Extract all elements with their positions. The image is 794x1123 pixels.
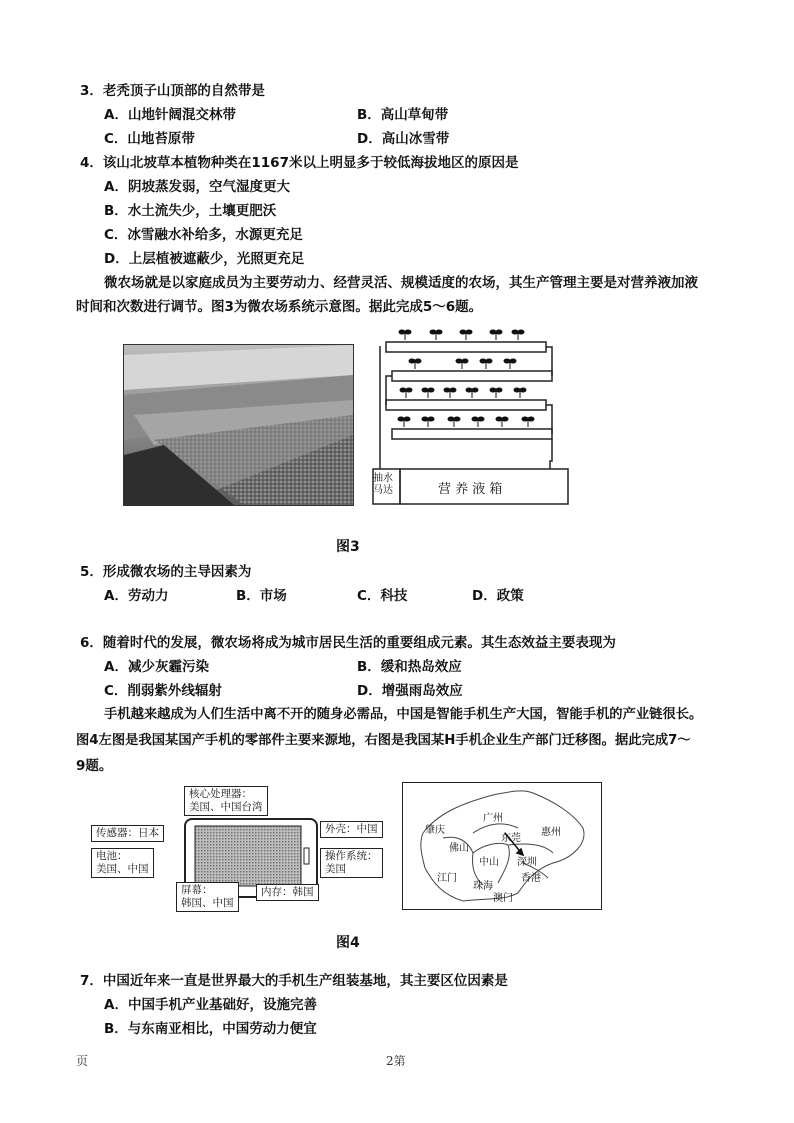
q5-option-c: C．科技 bbox=[357, 588, 408, 604]
map-label-zhongshan: 中山 bbox=[479, 857, 499, 868]
pump-label-line2: 马达 bbox=[373, 485, 393, 496]
intro1-line2: 时间和次数进行调节。图3为微农场系统示意图。据此完成5～6题。 bbox=[76, 299, 483, 315]
footer-left: 页 bbox=[76, 1054, 89, 1068]
micro-farm-photo bbox=[123, 344, 354, 506]
q6-option-c: C．削弱紫外线辐射 bbox=[104, 683, 222, 699]
q4-stem: 4．该山北坡草本植物种类在1167米以上明显多于较低海拔地区的原因是 bbox=[80, 155, 519, 171]
map-label-macau: 澳门 bbox=[493, 893, 513, 904]
map-label-jiangmen: 江门 bbox=[437, 873, 457, 884]
q3-stem: 3．老秃顶子山顶部的自然带是 bbox=[80, 83, 265, 99]
os-origin: 美国 bbox=[325, 863, 346, 875]
map-label-zhaoqing: 肇庆 bbox=[425, 825, 445, 836]
map-label-huizhou: 惠州 bbox=[541, 827, 561, 838]
micro-farm-system-diagram bbox=[370, 326, 570, 506]
figure-3-caption: 图3 bbox=[336, 539, 360, 555]
map-label-dongguan: 东莞 bbox=[501, 833, 521, 844]
os-source-box bbox=[320, 848, 383, 878]
shell-source-box: 外壳：中国 bbox=[320, 821, 383, 838]
nutrient-tank-label: 营 养 液 箱 bbox=[438, 482, 503, 497]
intro2-line2: 图4左图是我国某国产手机的零部件主要来源地，右图是我国某H手机企业生产部门迁移图。据此完成7～ bbox=[76, 733, 691, 748]
battery-origin: 美国、中国 bbox=[96, 863, 149, 875]
q3-option-c: C．山地苔原带 bbox=[104, 131, 195, 147]
q6-option-b: B．缓和热岛效应 bbox=[357, 659, 462, 675]
figure-4-caption: 图4 bbox=[336, 935, 360, 951]
battery-label: 电池： bbox=[96, 850, 128, 862]
map-label-hongkong: 香港 bbox=[521, 873, 541, 884]
q7-option-a: A．中国手机产业基础好，设施完善 bbox=[104, 997, 317, 1013]
sensor-source-box: 传感器：日本 bbox=[91, 825, 164, 842]
q4-option-c: C．冰雪融水补给多，水源更充足 bbox=[104, 227, 303, 243]
map-label-foshan: 佛山 bbox=[449, 843, 469, 854]
screen-origin: 韩国、中国 bbox=[181, 897, 234, 909]
q4-option-d: D．上层植被遮蔽少，光照更充足 bbox=[104, 251, 305, 267]
map-label-shenzhen: 深圳 bbox=[517, 857, 537, 868]
q5-option-d: D．政策 bbox=[472, 588, 524, 604]
q5-stem: 5．形成微农场的主导因素为 bbox=[80, 564, 252, 580]
pearl-river-delta-map bbox=[402, 782, 602, 910]
q3-option-a: A．山地针阔混交林带 bbox=[104, 107, 236, 123]
phone-components-diagram bbox=[88, 786, 398, 912]
screen-source-box bbox=[176, 882, 239, 912]
intro2-line1: 手机越来越成为人们生活中离不开的随身必需品，中国是智能手机生产大国，智能手机的产业链很长。 bbox=[104, 707, 703, 722]
intro1-line1: 微农场就是以家庭成员为主要劳动力、经营灵活、规模适度的农场，其生产管理主要是对营养液加液 bbox=[104, 275, 698, 291]
q7-option-b: B．与东南亚相比，中国劳动力便宜 bbox=[104, 1021, 317, 1037]
cpu-origin: 美国、中国台湾 bbox=[189, 801, 263, 813]
q4-option-a: A．阴坡蒸发弱，空气湿度更大 bbox=[104, 179, 290, 195]
map-label-guangzhou: 广州 bbox=[483, 813, 503, 824]
q6-stem: 6．随着时代的发展，微农场将成为城市居民生活的重要组成元素。其生态效益主要表现为 bbox=[80, 635, 616, 651]
map-label-zhuhai: 珠海 bbox=[473, 881, 493, 892]
q5-option-a: A．劳动力 bbox=[104, 588, 169, 604]
q3-option-d: D．高山冰雪带 bbox=[357, 131, 450, 147]
q6-option-d: D．增强雨岛效应 bbox=[357, 683, 463, 699]
intro2-line3: 9题。 bbox=[76, 758, 113, 774]
pump-label-line1: 抽水 bbox=[373, 473, 393, 484]
screen-label: 屏幕： bbox=[181, 884, 213, 896]
memory-source-box: 内存：韩国 bbox=[256, 884, 319, 901]
battery-source-box bbox=[91, 848, 154, 878]
q5-option-b: B．市场 bbox=[236, 588, 287, 604]
cpu-label: 核心处理器： bbox=[189, 788, 252, 800]
q7-stem: 7．中国近年来一直是世界最大的手机生产组装基地，其主要区位因素是 bbox=[80, 973, 508, 989]
page-number: 2第 bbox=[386, 1054, 406, 1068]
q4-option-b: B．水土流失少，土壤更肥沃 bbox=[104, 203, 277, 219]
os-label: 操作系统： bbox=[325, 850, 378, 862]
cpu-source-box bbox=[184, 786, 268, 816]
q3-option-b: B．高山草甸带 bbox=[357, 107, 449, 123]
q6-option-a: A．减少灰霾污染 bbox=[104, 659, 209, 675]
